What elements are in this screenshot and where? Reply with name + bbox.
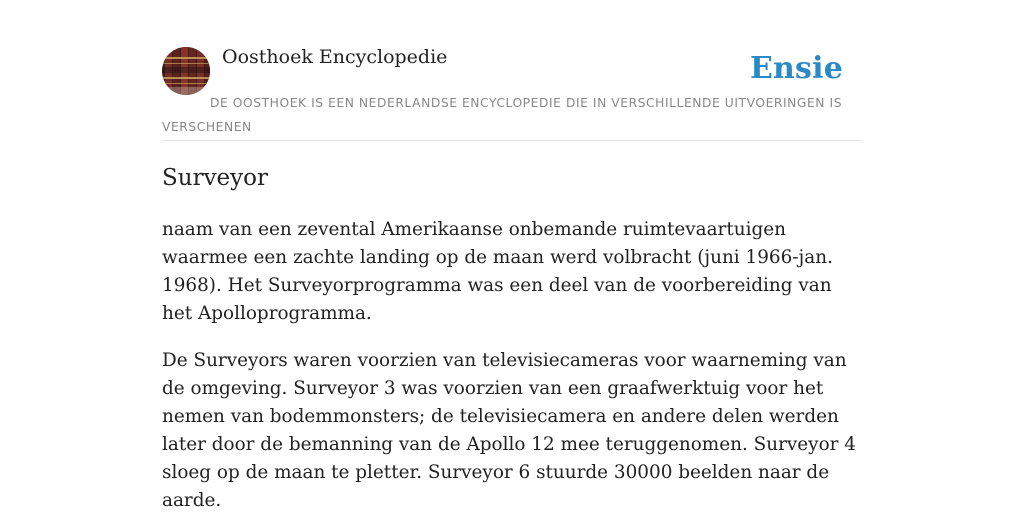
entry-paragraph: De Surveyors waren voorzien van televisiecameras voor waarneming van de omgeving. Surveyor 3 was voorzien van een graafwerktuig voor het nemen van bodemmonsters; de televisiecamera en andere delen werden later door de bemanning van de Apollo 12 mee teruggenomen. Surveyor 4 sloeg op de maan te pletter. Surveyor 6 stuurde 30000 beelden naar de aarde. <box>162 350 856 511</box>
entry-title: Surveyor <box>162 165 269 191</box>
book-spines-icon <box>162 47 210 95</box>
source-avatar[interactable] <box>162 47 210 95</box>
ensie-logo[interactable]: Ensie <box>749 51 843 86</box>
entry-body <box>162 216 864 512</box>
source-title[interactable]: Oosthoek Encyclopedie <box>222 46 448 68</box>
source-description: DE OOSTHOEK IS EEN NEDERLANDSE ENCYCLOPEDIE DIE IN VERSCHILLENDE UITVOERINGEN IS VERSCHENEN <box>162 96 843 134</box>
source-header <box>162 44 862 141</box>
entry-paragraph: naam van een zevental Amerikaanse onbemande ruimtevaartuigen waarmee een zachte landing op de maan werd volbracht (juni 1966-jan. 1968). Het Surveyorprogramma was een deel van de voorbereiding van het Apolloprogramma. <box>162 219 833 324</box>
